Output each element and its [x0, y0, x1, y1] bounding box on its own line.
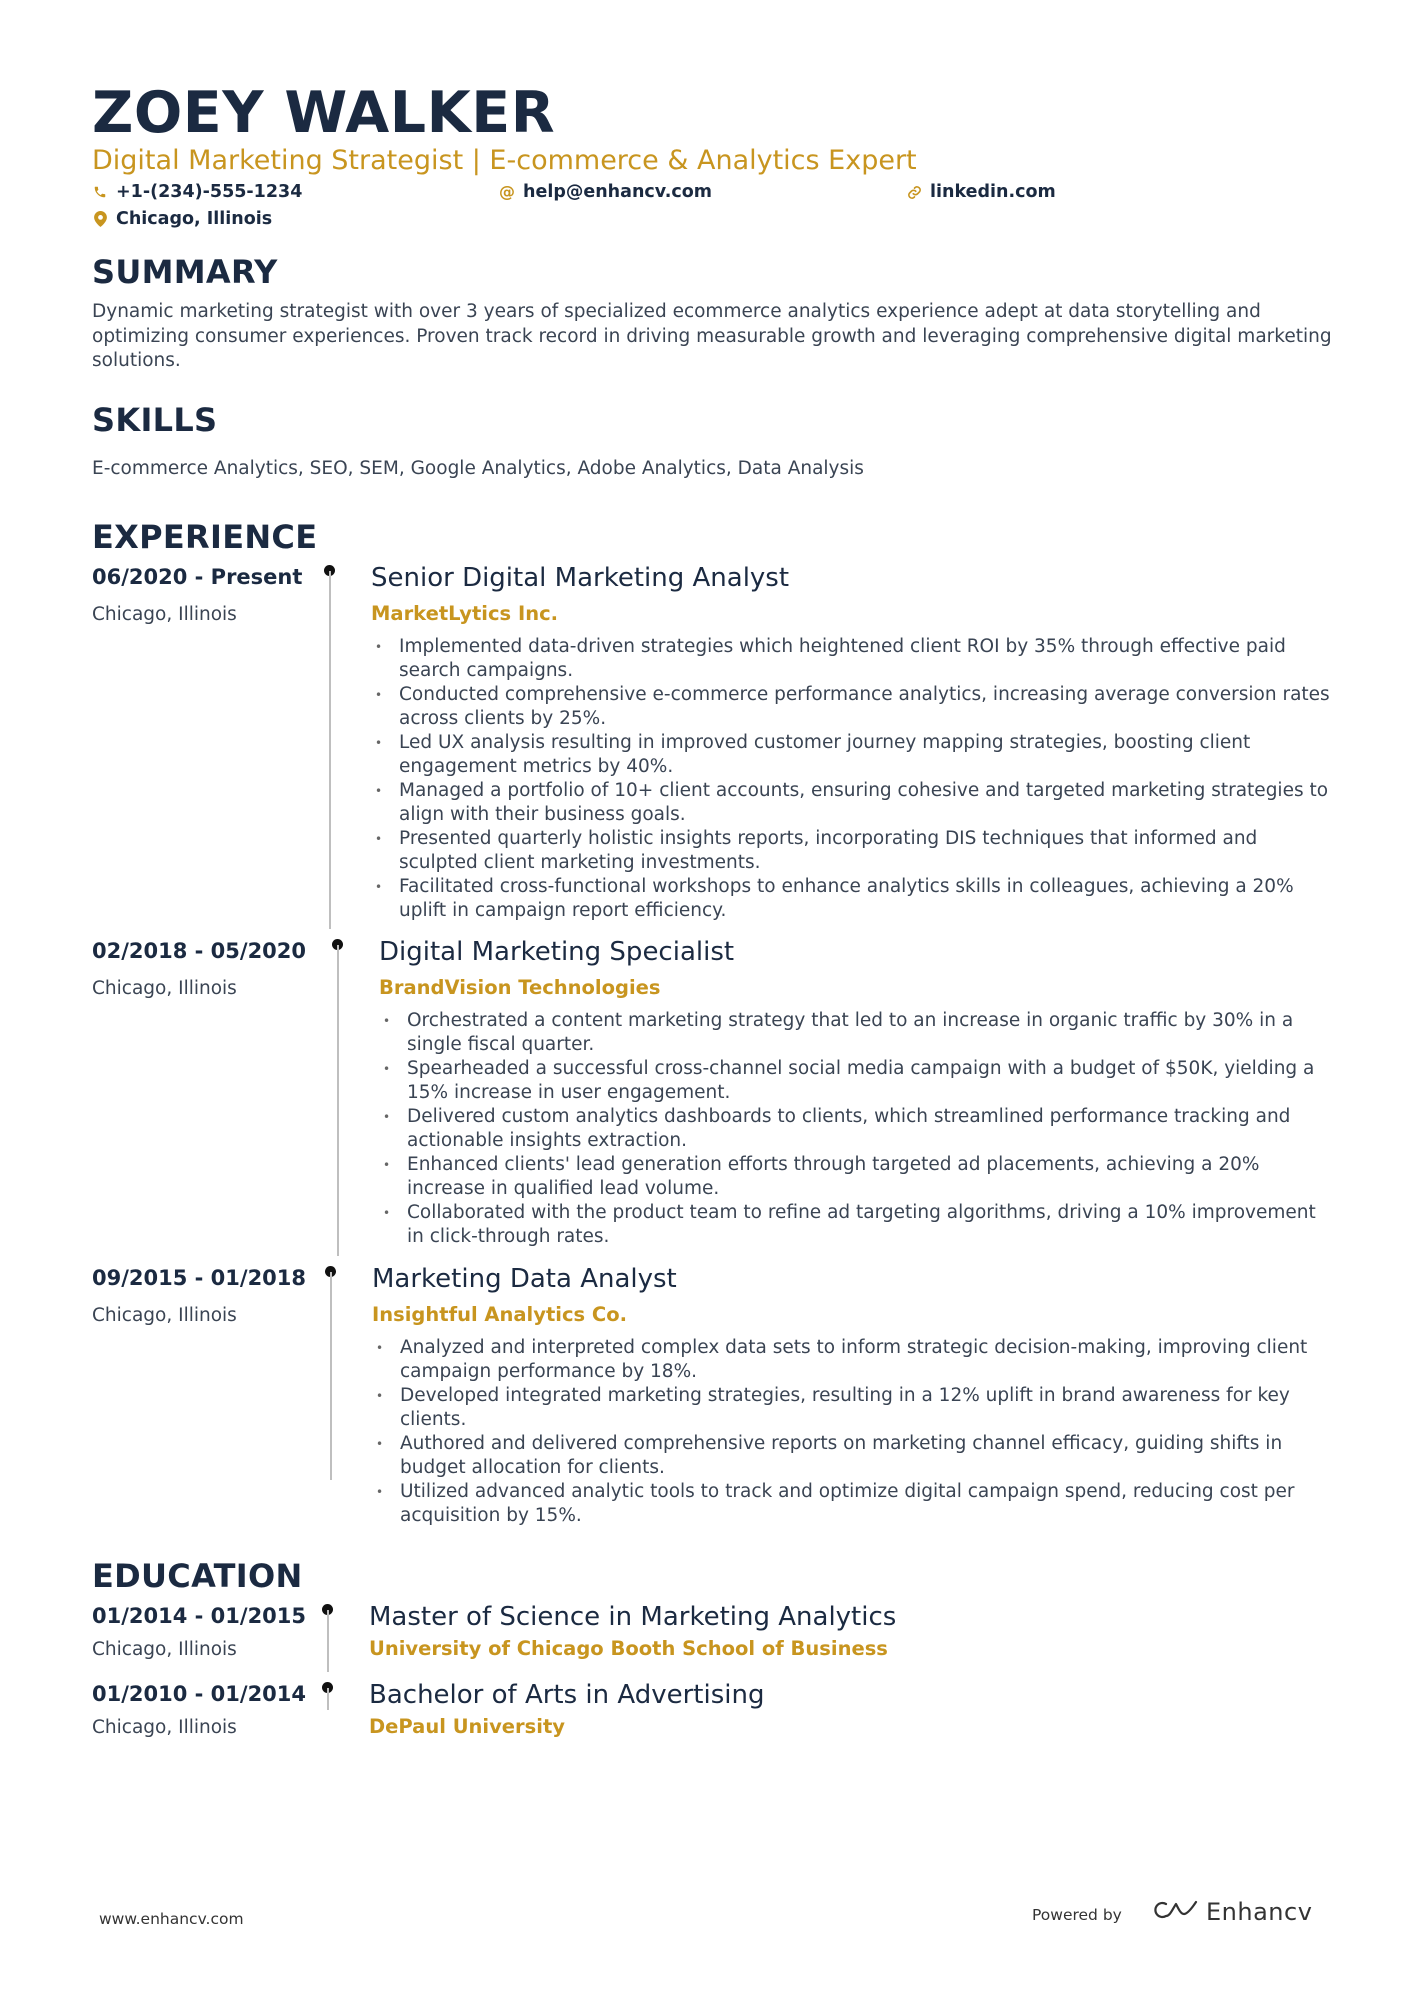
experience-heading: EXPERIENCE [92, 518, 318, 556]
list-item: • Presented quarterly holistic insights reports, incorporating DIS techniques that informed and sculpted client marketing investments. [371, 827, 1331, 875]
list-item: • Analyzed and interpreted complex data sets to inform strategic decision-making, improving client campaign performance by 18%. [372, 1336, 1332, 1384]
timeline-line [337, 945, 339, 1256]
education-location: Chicago, Illinois [92, 1639, 237, 1660]
job-dates: 06/2020 - Present [92, 565, 303, 589]
job-dates: 02/2018 - 05/2020 [92, 939, 307, 963]
school-name: University of Chicago Booth School of Business [369, 1637, 888, 1660]
list-item: • Enhanced clients' lead generation efforts through targeted ad placements, achieving a 20% increase in qualified lead volume. [379, 1153, 1334, 1201]
candidate-name: ZOEY WALKER [92, 80, 556, 146]
enhancv-brand-text: Enhancv [1206, 1898, 1313, 1926]
timeline-line [329, 571, 331, 929]
job-location: Chicago, Illinois [92, 978, 237, 999]
email-link[interactable]: help@enhancv.com [523, 182, 713, 202]
job-location: Chicago, Illinois [92, 1305, 237, 1326]
job-dates: 09/2015 - 01/2018 [92, 1266, 307, 1290]
list-item: • Facilitated cross-functional workshops to enhance analytics skills in colleagues, achieving a 20% uplift in campaign report efficiency. [371, 875, 1331, 923]
timeline-line [327, 1610, 329, 1672]
job-title: Digital Marketing Specialist [379, 937, 735, 967]
school-name: DePaul University [369, 1715, 565, 1738]
list-item: • Orchestrated a content marketing strategy that led to an increase in organic traffic by 30% in a single fiscal quarter. [379, 1009, 1334, 1057]
timeline-line [327, 1688, 329, 1710]
degree-title: Bachelor of Arts in Advertising [369, 1680, 765, 1710]
list-item: • Utilized advanced analytic tools to track and optimize digital campaign spend, reducing cost per acquisition by 15%. [372, 1480, 1332, 1528]
list-item: • Authored and delivered comprehensive reports on marketing channel efficacy, guiding shifts in budget allocation for clients. [372, 1432, 1332, 1480]
location-text: Chicago, Illinois [116, 209, 273, 229]
powered-by-label: Powered by [1032, 1906, 1122, 1924]
job-bullets [371, 635, 1331, 923]
list-item: • Implemented data-driven strategies which heightened client ROI by 35% through effective paid search campaigns. [371, 635, 1331, 683]
job-title: Marketing Data Analyst [372, 1264, 677, 1294]
education-heading: EDUCATION [92, 1557, 303, 1595]
list-item: • Collaborated with the product team to refine ad targeting algorithms, driving a 10% improvement in click-through rates. [379, 1201, 1334, 1249]
contact-location [92, 207, 272, 231]
list-item: • Spearheaded a successful cross-channel social media campaign with a budget of $50K, yielding a 15% increase in user engagement. [379, 1057, 1334, 1105]
contact-email [499, 180, 712, 204]
timeline-line [330, 1272, 332, 1480]
education-dates: 01/2010 - 01/2014 [92, 1682, 307, 1706]
at-sign-icon: @ [499, 182, 515, 201]
summary-heading: SUMMARY [92, 253, 278, 291]
list-item: • Delivered custom analytics dashboards to clients, which streamlined performance tracking and actionable insights extraction. [379, 1105, 1334, 1153]
list-item: • Developed integrated marketing strategies, resulting in a 12% uplift in brand awareness for key clients. [372, 1384, 1332, 1432]
contact-linkedin [906, 180, 1056, 204]
skills-heading: SKILLS [92, 401, 218, 439]
company-name: Insightful Analytics Co. [372, 1303, 628, 1326]
list-item: • Conducted comprehensive e-commerce performance analytics, increasing average conversion rates across clients by 25%. [371, 683, 1331, 731]
company-name: MarketLytics Inc. [371, 602, 559, 625]
education-location: Chicago, Illinois [92, 1717, 237, 1738]
phone-icon [92, 184, 108, 200]
phone-text[interactable]: +1-(234)-555-1234 [116, 182, 303, 202]
footer-website-link[interactable]: www.enhancv.com [99, 1910, 244, 1928]
job-bullets [379, 1009, 1334, 1249]
location-pin-icon [92, 211, 108, 227]
education-dates: 01/2014 - 01/2015 [92, 1604, 307, 1628]
list-item: • Led UX analysis resulting in improved customer journey mapping strategies, boosting client engagement metrics by 40%. [371, 731, 1331, 779]
enhancv-logo[interactable] [1152, 1898, 1312, 1926]
company-name: BrandVision Technologies [379, 976, 661, 999]
skills-text: E-commerce Analytics, SEO, SEM, Google Analytics, Adobe Analytics, Data Analysis [92, 458, 864, 479]
job-bullets [372, 1336, 1332, 1528]
contact-phone [92, 180, 302, 204]
job-location: Chicago, Illinois [92, 604, 237, 625]
list-item: • Managed a portfolio of 10+ client accounts, ensuring cohesive and targeted marketing strategies to align with their business goals. [371, 779, 1331, 827]
candidate-headline: Digital Marketing Strategist | E-commerce & Analytics Expert [92, 145, 917, 176]
job-title: Senior Digital Marketing Analyst [371, 563, 790, 593]
linkedin-link[interactable]: linkedin.com [930, 182, 1056, 202]
link-icon [906, 184, 922, 200]
summary-text: Dynamic marketing strategist with over 3 years of specialized ecommerce analytics experience adept at data storytelling and optimizing consumer experiences. Proven track record in driving measurable growth and leveraging comprehensive digital marketing solutions. [92, 301, 1332, 371]
degree-title: Master of Science in Marketing Analytics [369, 1602, 897, 1632]
enhancv-logo-icon [1152, 1898, 1200, 1926]
